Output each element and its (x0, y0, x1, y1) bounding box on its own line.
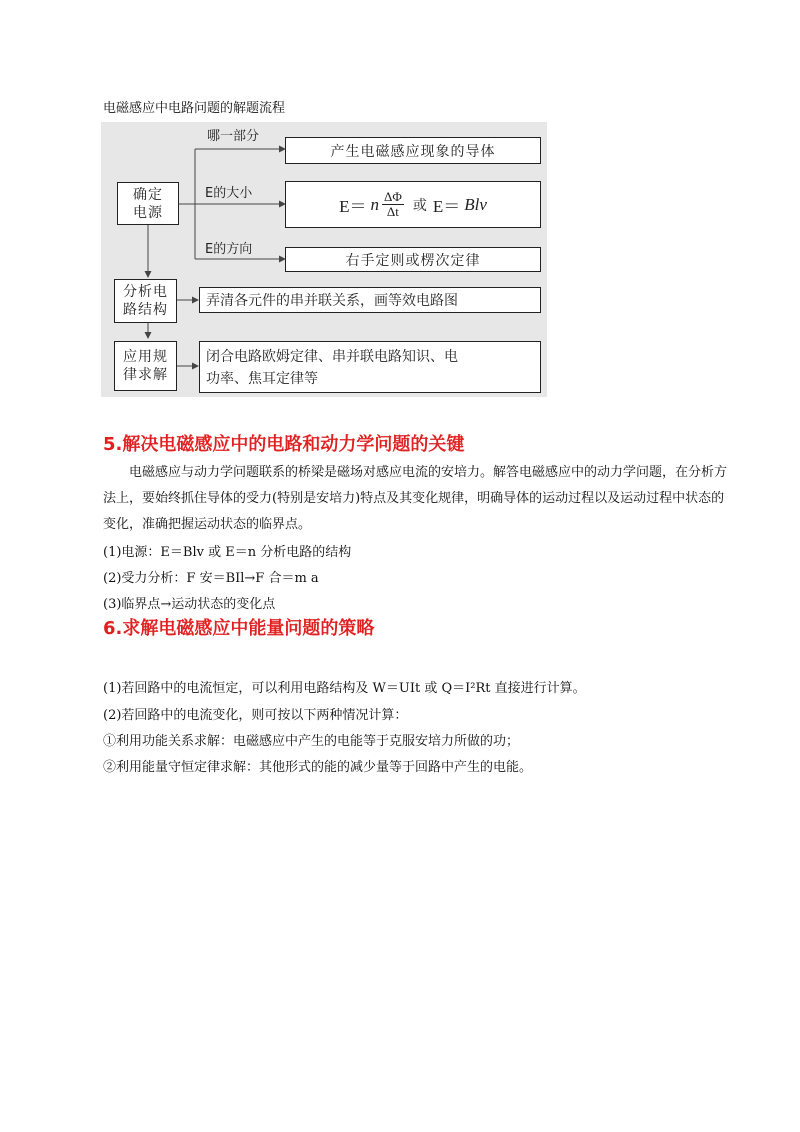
section-5-heading: 5.解决电磁感应中的电路和动力学问题的关键 (103, 434, 465, 455)
section-6-item-2: (2)若回路中的电流变化，则可按以下两种情况计算： (103, 708, 408, 723)
result-equivalent-circuit: 弄清各元件的串并联关系，画等效电路图 (199, 287, 541, 313)
label-which-part: 哪一部分 (207, 129, 260, 144)
section-5-item-3: (3)临界点→运动状态的变化点 (103, 597, 276, 612)
section-5-item-2: (2)受力分析：F 安＝BIl→F 合＝m a (103, 571, 319, 586)
flux-fraction: $\frac{\Delta\Phi}{\Delta t}$ (383, 189, 402, 219)
node-apply-laws: 应用规 律求解 (114, 341, 177, 391)
section-5-paragraph: 电磁感应与动力学问题联系的桥梁是磁场对感应电流的安培力。解答电磁感应中的动力学问题，在分析方法上，要始终抓住导体的受力(特别是安培力)特点及其变化规律，明确导体的运动过程以及运动过程中状态的变化，准确把握运动状态的临界点。 (103, 465, 728, 532)
label-direction: E的方向 (205, 242, 253, 257)
node-analyze-structure: 分析电 路结构 (114, 279, 177, 323)
section-6-item-1: (1)若回路中的电流恒定，可以利用电路结构及 W＝UIt 或 Q＝I²Rt 直接进行计算。 (103, 681, 586, 696)
section-6-item-3: ①利用功能关系求解：电磁感应中产生的电能等于克服安培力所做的功； (103, 734, 520, 749)
section-5-item-1: (1)电源：E＝Blv 或 E＝n 分析电路的结构 (103, 545, 352, 560)
section-6-item-4: ②利用能量守恒定律求解：其他形式的能的减少量等于回路中产生的电能。 (103, 760, 533, 775)
result-emf-formula: E＝ n $\frac{\Delta\Phi}{\Delta t}$ 或 E＝ Blv (285, 181, 541, 228)
result-direction: 右手定则或楞次定律 (285, 247, 541, 272)
label-magnitude: E的大小 (205, 186, 253, 201)
result-conductor: 产生电磁感应现象的导体 (285, 137, 541, 164)
flowchart (101, 122, 547, 397)
flowchart-caption: 电磁感应中电路问题的解题流程 (103, 101, 286, 116)
node-determine-source: 确定 电源 (117, 182, 179, 225)
result-laws: 闭合电路欧姆定律、串并联电路知识、电 功率、焦耳定律等 (199, 341, 541, 393)
section-6-heading: 6.求解电磁感应中能量问题的策略 (103, 618, 375, 639)
